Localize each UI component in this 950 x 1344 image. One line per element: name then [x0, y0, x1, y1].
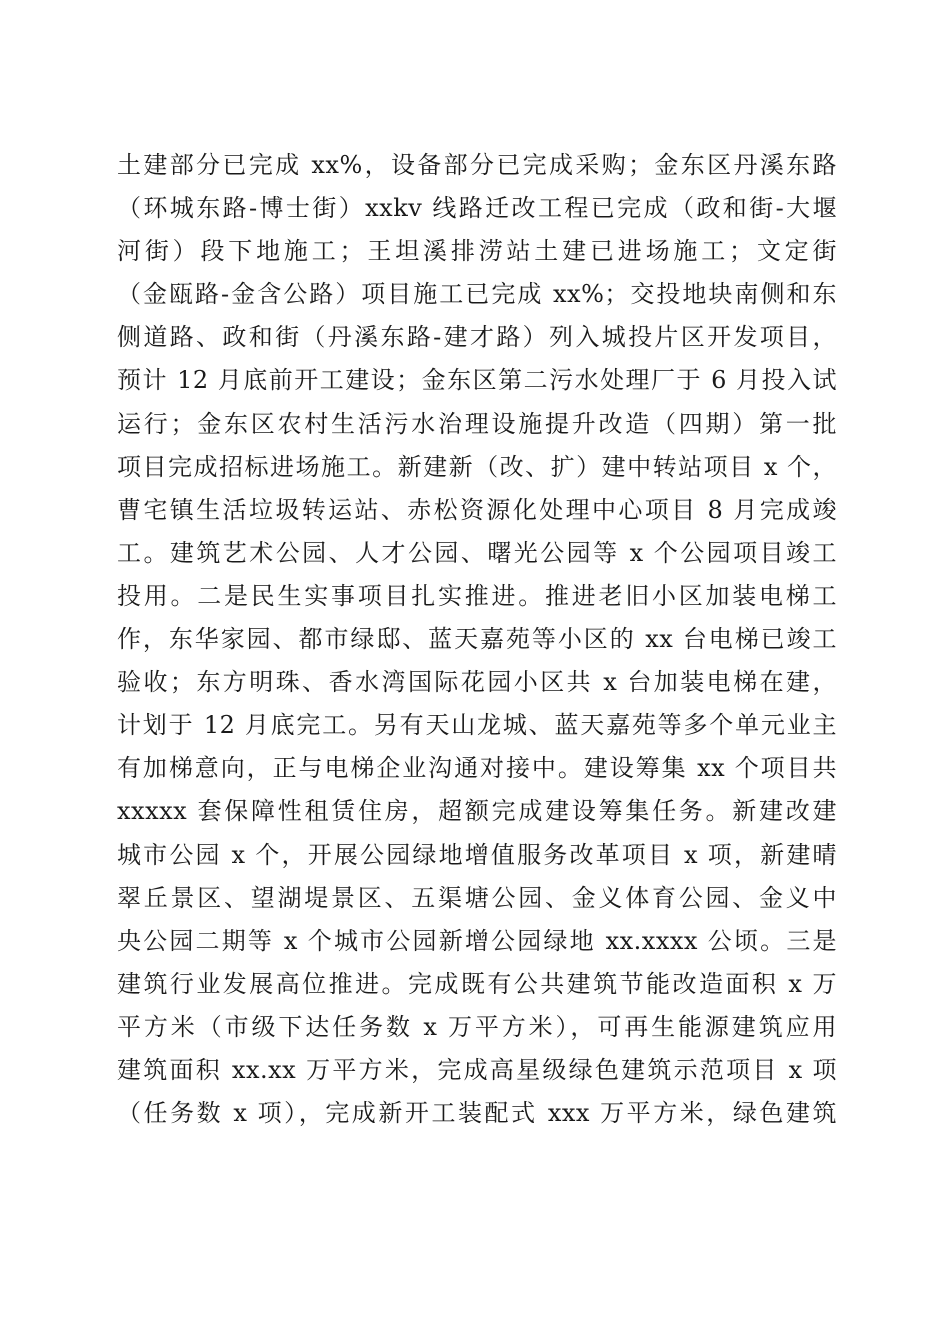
text-line-18: 翠丘景区、望湖堤景区、五渠塘公园、金义体育公园、金义中	[117, 883, 837, 912]
text-line-10: 工。建筑艺术公园、人才公园、曙光公园等 x 个公园项目竣工	[117, 538, 837, 567]
text-line-20: 建筑行业发展高位推进。完成既有公共建筑节能改造面积 x 万	[117, 969, 837, 998]
text-line-8: 项目完成招标进场施工。新建新（改、扩）建中转站项目 x 个，	[117, 452, 837, 481]
text-line-12: 作，东华家园、都市绿邸、蓝天嘉苑等小区的 xx 台电梯已竣工	[117, 625, 837, 654]
text-line-11: 投用。二是民生实事项目扎实推进。推进老旧小区加装电梯工	[117, 581, 837, 610]
text-line-14: 计划于 12 月底完工。另有天山龙城、蓝天嘉苑等多个单元业主	[117, 711, 837, 740]
text-line-6: 预计 12 月底前开工建设；金东区第二污水处理厂于 6 月投入试	[117, 366, 837, 395]
text-line-4: （金瓯路-金含公路）项目施工已完成 xx%；交投地块南侧和东	[117, 280, 837, 309]
text-line-1: 土建部分已完成 xx%，设备部分已完成采购；金东区丹溪东路	[117, 151, 837, 179]
text-line-15: 有加梯意向，正与电梯企业沟通对接中。建设筹集 xx 个项目共	[117, 754, 837, 783]
text-line-21: 平方米（市级下达任务数 x 万平方米），可再生能源建筑应用	[117, 1012, 837, 1041]
text-line-23: （任务数 x 项），完成新开工装配式 xxx 万平方米，绿色建筑	[117, 1099, 837, 1128]
text-line-16: xxxxx 套保障性租赁住房，超额完成建设筹集任务。新建改建	[117, 797, 837, 826]
text-line-19: 央公园二期等 x 个城市公园新增公园绿地 xx.xxxx 公顷。三是	[117, 926, 837, 955]
text-line-13: 验收；东方明珠、香水湾国际花园小区共 x 台加装电梯在建，	[117, 668, 837, 697]
text-line-22: 建筑面积 xx.xx 万平方米，完成高星级绿色建筑示范项目 x 项	[117, 1055, 837, 1084]
text-line-9: 曹宅镇生活垃圾转运站、赤松资源化处理中心项目 8 月完成竣	[117, 495, 837, 524]
text-line-5: 侧道路、政和街（丹溪东路-建才路）列入城投片区开发项目，	[117, 323, 837, 352]
text-line-17: 城市公园 x 个，开展公园绿地增值服务改革项目 x 项，新建晴	[117, 840, 837, 869]
text-line-2: （环城东路-博士街）xxkv 线路迁改工程已完成（政和街-大堰	[117, 194, 837, 223]
text-line-7: 运行；金东区农村生活污水治理设施提升改造（四期）第一批	[117, 409, 837, 438]
body-paragraph	[117, 144, 837, 1135]
text-line-3: 河街）段下地施工；王坦溪排涝站土建已进场施工；文定街	[117, 237, 837, 266]
